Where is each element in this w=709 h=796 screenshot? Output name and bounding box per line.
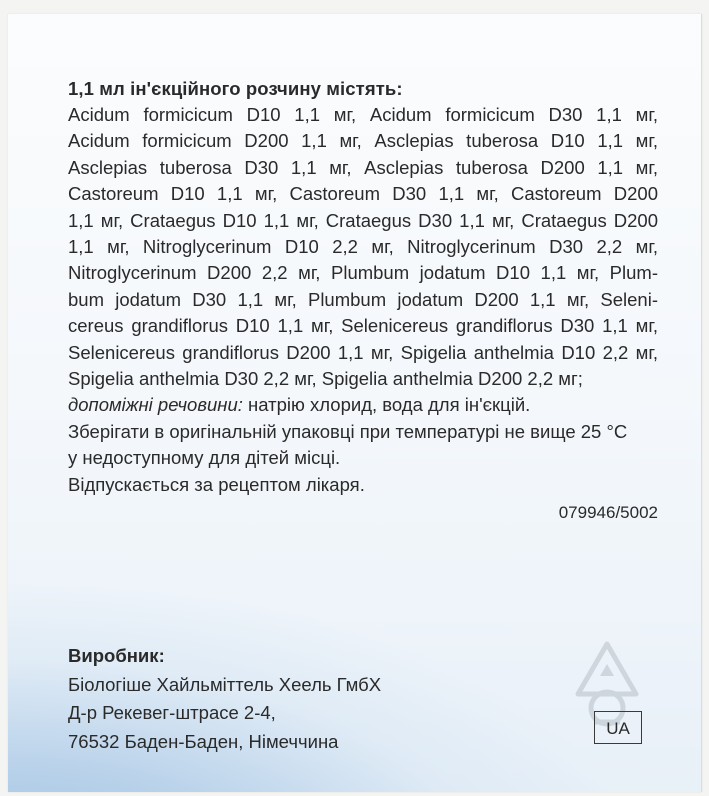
composition-line: 1,1 мг, Nitroglycerinum D10 2,2 мг, Nitroglycerinum D30 2,2 мг, bbox=[68, 236, 658, 258]
excipients-line bbox=[68, 392, 658, 418]
registration-code: 079946/5002 bbox=[558, 503, 658, 523]
composition-line: Asclepias tuberosa D30 1,1 мг, Asclepias tuberosa D200 1,1 мг, bbox=[68, 156, 658, 178]
manufacturer-name: Біологіше Хайльміттель Хеель ГмбХ bbox=[68, 673, 382, 695]
composition-line: bum jodatum D30 1,1 мг, Plumbum jodatum D200 1,1 мг, Seleni- bbox=[68, 288, 658, 310]
composition-block bbox=[68, 76, 658, 526]
excipients-label: допоміжні речовини: bbox=[68, 394, 243, 416]
composition-line: Selenicereus grandiflorus D200 1,1 мг, Spigelia anthelmia D10 2,2 мг, bbox=[68, 341, 658, 363]
composition-line: Nitroglycerinum D200 2,2 мг, Plumbum jodatum D10 1,1 мг, Plum- bbox=[68, 262, 658, 284]
manufacturer-city: 76532 Баден-Баден, Німеччина bbox=[68, 730, 339, 752]
storage-line-2: у недоступному для дітей місці. bbox=[68, 447, 341, 469]
composition-line: Acidum formicicum D10 1,1 мг, Acidum formicicum D30 1,1 мг, bbox=[68, 104, 658, 125]
composition-heading: 1,1 мл ін'єкційного розчину містять: bbox=[68, 78, 403, 99]
composition-line: Castoreum D10 1,1 мг, Castoreum D30 1,1 мг, Castoreum D200 bbox=[68, 183, 658, 205]
manufacturer-block bbox=[68, 642, 381, 756]
excipients-text: натрію хлорид, вода для ін'єкцій. bbox=[242, 394, 531, 416]
composition-line: 1,1 мг, Crataegus D10 1,1 мг, Crataegus D30 1,1 мг, Crataegus D200 bbox=[68, 209, 658, 231]
composition-line: Spigelia anthelmia D30 2,2 мг, Spigelia anthelmia D200 2,2 мг; bbox=[68, 368, 583, 390]
manufacturer-street: Д-р Рекевег-штрасе 2-4, bbox=[68, 702, 276, 724]
composition-line: cereus grandiflorus D10 1,1 мг, Selenicereus grandiflorus D30 1,1 мг, bbox=[68, 315, 658, 337]
country-badge: UA bbox=[594, 711, 642, 744]
manufacturer-title: Виробник: bbox=[68, 645, 165, 666]
prescription-line: Відпускається за рецептом лікаря. bbox=[68, 473, 365, 495]
package-panel bbox=[8, 14, 702, 792]
composition-line: Acidum formicicum D200 1,1 мг, Asclepias tuberosa D10 1,1 мг, bbox=[68, 130, 658, 152]
storage-line-1: Зберігати в оригінальній упаковці при температурі не вище 25 °C bbox=[68, 420, 628, 442]
